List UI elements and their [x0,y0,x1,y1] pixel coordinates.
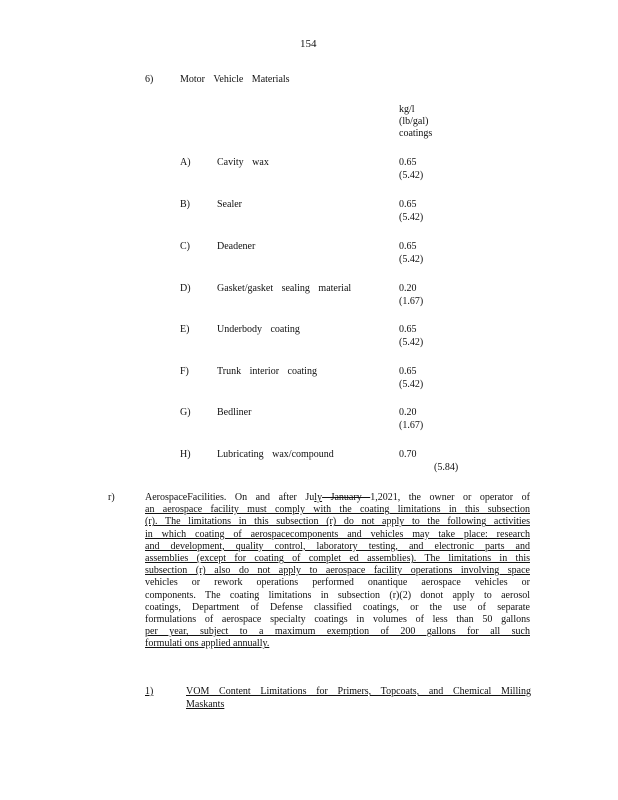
item-lb-gal: (5.42) [399,212,424,223]
paragraph-line [145,638,530,650]
paragraph-line [145,614,530,626]
underlined-text: ly [314,492,323,503]
paragraph-line [145,492,530,504]
item-lb-gal: (5.42) [399,254,424,265]
struck-text: January [322,492,371,503]
item-name: Sealer [217,199,242,210]
text-run: vehicles or rework operations performed onantique aerospace vehicles or [145,577,530,589]
section-number: 6) [145,74,154,85]
item-letter: D) [180,283,191,294]
underlined-text: and development, quality control, laboratory testing, and electronic parts and [145,540,530,552]
unit-header-line: coatings [399,128,433,139]
item-letter: H) [180,449,191,460]
paragraph-line [145,602,530,614]
underlined-text: formulati ons applied annually. [145,638,270,650]
item-name: Gasket/gasket sealing material [217,283,352,294]
text-run: coatings, Department of Defense classified coatings, or the use of separate [145,601,530,613]
item-name: Underbody coating [217,324,300,335]
item-1-title-line-2: Maskants [186,699,225,710]
paragraph-line [145,565,530,577]
item-name: Bedliner [217,407,252,418]
item-lb-gal: (1.67) [399,296,424,307]
text-run: formulations of aerospace specialty coatings in volumes of less than 50 gallons [145,614,530,626]
item-kg-l: 0.20 [399,283,417,294]
paragraph-line [145,577,530,589]
item-letter: E) [180,324,190,335]
paragraph-line [145,504,530,516]
underlined-text: an aerospace facility must comply with the coating limitations in this subsection [145,504,530,516]
paragraph-line [145,553,530,565]
paragraph-line [145,590,530,602]
item-kg-l: 0.65 [399,324,417,335]
item-lb-gal: (5.42) [399,379,424,390]
text-run: components. The coating limitations in subsection (r)(2) donot apply to aerosol [145,589,530,601]
item-name: Cavity wax [217,157,269,168]
unit-header-line: (lb/gal) [399,116,429,127]
item-lb-gal: (5.42) [399,170,424,181]
item-kg-l: 0.65 [399,157,417,168]
underlined-text: in which coating of aerospacecomponents and vehicles may take place: research [145,528,530,540]
paragraph-line [145,529,530,541]
underlined-text: (r). The limitations in this subsection (r) do not apply to the following activities [145,516,530,528]
item-lb-gal: (5.42) [399,337,424,348]
item-name: Lubricating wax/compound [217,449,334,460]
unit-header-line: kg/l [399,104,415,115]
item-letter: B) [180,199,190,210]
underlined-text: subsection (r) also do not apply to aerospace facility operations involving space [145,565,530,577]
item-letter: C) [180,241,190,252]
item-letter: F) [180,366,189,377]
underlined-text: per year, subject to a maximum exemption of 200 gallons for all such [145,626,530,638]
item-lb-gal: (1.67) [399,420,424,431]
item-letter: G) [180,407,191,418]
text-run: AerospaceFacilities. On and after Ju [145,492,315,503]
section-title: Motor Vehicle Materials [180,74,290,85]
item-1-title-line-1: VOM Content Limitations for Primers, Topcoats, and Chemical Milling [186,686,531,697]
page-number: 154 [300,38,317,50]
item-name: Trunk interior coating [217,366,317,377]
item-letter: A) [180,157,191,168]
item-kg-l: 0.65 [399,199,417,210]
item-kg-l: 0.20 [399,407,417,418]
item-1-label: 1) [145,686,154,697]
paragraph-line [145,626,530,638]
item-name: Deadener [217,241,256,252]
subsection-label: r) [108,492,115,503]
paragraph-line [145,541,530,553]
item-kg-l: 0.65 [399,241,417,252]
item-lb-gal: (5.84) [434,462,459,473]
item-kg-l: 0.70 [399,449,417,460]
paragraph-line [145,516,530,528]
subsection-r-paragraph [145,492,530,651]
underlined-text: assemblies (except for coating of complet ed assemblies). The limitations in this [145,553,530,565]
text-run: 1,2021, the owner or operator of [370,492,530,503]
item-kg-l: 0.65 [399,366,417,377]
